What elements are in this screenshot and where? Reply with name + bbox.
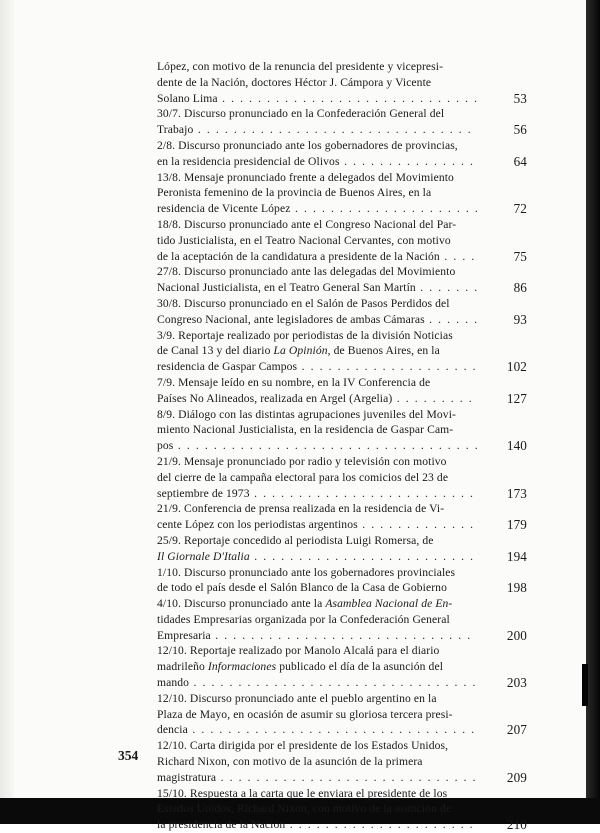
- entry-text-segment: de Canal 13 y del diario: [157, 344, 271, 358]
- entry-text-line: Trabajo: [157, 123, 194, 137]
- toc-entry: [157, 691, 527, 738]
- toc-entry: [157, 565, 527, 597]
- dot-leader: [440, 250, 477, 263]
- page-number: 207: [506, 722, 527, 738]
- entry-text-line: magistratura: [157, 770, 217, 784]
- dot-leader: [193, 123, 477, 136]
- page-number: 53: [513, 90, 527, 106]
- dot-leader: [211, 629, 477, 642]
- table-of-contents: [157, 59, 527, 833]
- entry-text-line: 8/9. Diálogo con las distintas agrupaciones juveniles del Movi-: [157, 407, 456, 421]
- toc-entry: [157, 643, 527, 690]
- entry-text-line: 18/8. Discurso pronunciado ante el Congreso Nacional del Par-: [157, 217, 457, 231]
- toc-entry: [157, 596, 527, 643]
- entry-text-segment: Nacional de En-: [374, 597, 453, 611]
- italic-title: Informaciones: [207, 660, 277, 674]
- toc-entry: [157, 501, 527, 533]
- entry-text-line: tido Justicialista, en el Teatro Nacional Cervantes, con motivo: [157, 233, 451, 247]
- entry-text-line: 15/10. Respuesta a la carta que le enviara el presidente de los: [157, 786, 448, 800]
- toc-entry: [157, 786, 527, 833]
- entry-text-line: Estados Unidos, Richard Nixon, con motivo de la asunción de: [157, 802, 452, 816]
- page-number: 140: [506, 438, 527, 454]
- entry-text-line: 3/9. Reportaje realizado por periodistas de la división Noticias: [157, 328, 453, 342]
- entry-text-line: Solano Lima: [157, 91, 218, 105]
- toc-entry: [157, 138, 527, 170]
- entry-text-line: 1/10. Discurso pronunciado ante los gobernadores provinciales: [157, 565, 456, 579]
- entry-text-line: 21/9. Mensaje pronunciado por radio y televisión con motivo: [157, 454, 447, 468]
- entry-text-line: 30/7. Discurso pronunciado en la Confederación General del: [157, 107, 445, 121]
- entry-text-segment: madrileño: [157, 660, 205, 674]
- scan-artifact: [582, 664, 588, 706]
- entry-text-line: 12/10. Discurso pronunciado ante el pueblo argentino en la: [157, 691, 437, 705]
- page-number: 200: [506, 627, 527, 643]
- entry-text-line: dencia: [157, 723, 188, 737]
- scan-right-border: [586, 0, 600, 800]
- dot-leader: [189, 676, 477, 689]
- page-number: 72: [513, 201, 527, 217]
- toc-entry: [157, 217, 527, 264]
- entry-text-line: 13/8. Mensaje pronunciado frente a delegados del Movimiento: [157, 170, 454, 184]
- dot-leader: [358, 518, 477, 531]
- page-number: 75: [513, 248, 527, 264]
- page-number: 194: [506, 548, 527, 564]
- entry-text-line: residencia de Gaspar Campos: [157, 360, 298, 374]
- entry-text-line: Países No Alineados, realizada en Argel (Argelia): [157, 391, 393, 405]
- entry-text-line: 27/8. Discurso pronunciado ante las delegadas del Movimiento: [157, 265, 456, 279]
- entry-text-line: Empresaria: [157, 628, 211, 642]
- entry-text-line: la presidencia de la Nación: [157, 818, 286, 832]
- page-number: 203: [506, 675, 527, 691]
- entry-text-line: 2/8. Discurso pronunciado ante los gobernadores de provincias,: [157, 138, 458, 152]
- toc-entry: [157, 407, 527, 454]
- dot-leader: [250, 550, 477, 563]
- entry-text-line: mando: [157, 676, 190, 690]
- entry-text-line: 12/10. Carta dirigida por el presidente de los Estados Unidos,: [157, 739, 449, 753]
- page-number: 173: [506, 485, 527, 501]
- dot-leader: [297, 360, 477, 373]
- entry-text-line: del cierre de la campaña electoral para los comicios del 23 de: [157, 470, 449, 484]
- entry-text-line: 12/10. Reportaje realizado por Manolo Alcalá para el diario: [157, 644, 440, 658]
- folio-page-number: 354: [118, 748, 139, 763]
- toc-entry: [157, 533, 527, 565]
- dot-leader: [290, 202, 477, 215]
- entry-text-line: dente de la Nación, doctores Héctor J. Cámpora y Vicente: [157, 75, 432, 89]
- entry-text-line: 25/9. Reportaje concedido al periodista Luigi Romersa, de: [157, 533, 434, 547]
- dot-leader: [340, 155, 477, 168]
- entry-text-line: de todo el país desde el Salón Blanco de la Casa de Gobierno: [157, 581, 447, 595]
- toc-entry: [157, 454, 527, 501]
- page-number: 56: [513, 122, 527, 138]
- page-number: 102: [506, 359, 527, 375]
- dot-leader: [216, 771, 477, 784]
- italic-title: La Opinión: [273, 344, 328, 358]
- toc-entry: [157, 59, 527, 106]
- italic-title: Il Giornale D'Italia: [157, 549, 250, 563]
- page-left-edge: [0, 0, 14, 824]
- italic-title: Asamblea: [325, 597, 372, 611]
- entry-text-line: López, con motivo de la renuncia del presidente y vicepresi-: [157, 60, 444, 73]
- toc-entry: [157, 264, 527, 296]
- dot-leader: [250, 487, 477, 500]
- dot-leader: [392, 392, 477, 405]
- entry-text-line: Congreso Nacional, ante legisladores de ambas Cámaras: [157, 312, 425, 326]
- page-number: 198: [506, 580, 527, 596]
- entry-text-line: cente López con los periodistas argentinos: [157, 518, 358, 532]
- page-number: 127: [506, 390, 527, 406]
- page-number: 64: [513, 153, 527, 169]
- entry-text-line: pos: [157, 439, 174, 453]
- dot-leader: [416, 281, 477, 294]
- entry-text-line: Plaza de Mayo, en ocasión de asumir su gloriosa tercera presi-: [157, 707, 453, 721]
- page-number: 86: [513, 280, 527, 296]
- toc-entry: 3/9. Reportaje realizado por periodistas de la división Noticias de Canal 13 y del diario La Opinión, de Buenos Aires, en la residencia de Gaspar Campos . . . 102: [157, 328, 527, 375]
- entry-text-line: 30/8. Discurso pronunciado en el Salón de Pasos Perdidos del: [157, 296, 450, 310]
- entry-text-line: en la residencia presidencial de Olivos: [157, 154, 340, 168]
- dot-leader: [218, 92, 477, 105]
- entry-text-line: Peronista femenino de la provincia de Buenos Aires, en la: [157, 186, 432, 200]
- toc-entry: [157, 375, 527, 407]
- toc-entry: [157, 738, 527, 785]
- entry-text-line: tidades Empresarias organizada por la Confederación General: [157, 612, 450, 626]
- toc-entry: [157, 296, 527, 328]
- page-number: 179: [506, 517, 527, 533]
- entry-text-line: residencia de Vicente López: [157, 202, 291, 216]
- page-number: 93: [513, 311, 527, 327]
- entry-text-line: 21/9. Conferencia de prensa realizada en la residencia de Vi-: [157, 502, 445, 516]
- entry-text-line: 7/9. Mensaje leído en su nombre, en la IV Conferencia de: [157, 375, 431, 389]
- toc-entry: [157, 106, 527, 138]
- entry-text-segment: de Buenos Aires, en la: [333, 344, 440, 358]
- dot-leader: [425, 313, 477, 326]
- entry-text-segment: 4/10. Discurso pronunciado ante la: [157, 597, 323, 611]
- dot-leader: [188, 723, 477, 736]
- page-number: 210: [506, 817, 527, 833]
- entry-text-line: miento Nacional Justicialista, en la residencia de Gaspar Cam-: [157, 423, 454, 437]
- dot-leader: [285, 818, 477, 831]
- entry-text-line: septiembre de 1973: [157, 486, 250, 500]
- entry-text-segment: publicado el día de la asunción del: [279, 660, 444, 674]
- page-number: 209: [506, 769, 527, 785]
- entry-text-line: Nacional Justicialista, en el Teatro General San Martín: [157, 281, 416, 295]
- entry-text-line: Richard Nixon, con motivo de la asunción de la primera: [157, 755, 423, 769]
- entry-text-line: de la aceptación de la candidatura a presidente de la Nación: [157, 249, 440, 263]
- dot-leader: [173, 439, 477, 452]
- toc-entry: [157, 170, 527, 217]
